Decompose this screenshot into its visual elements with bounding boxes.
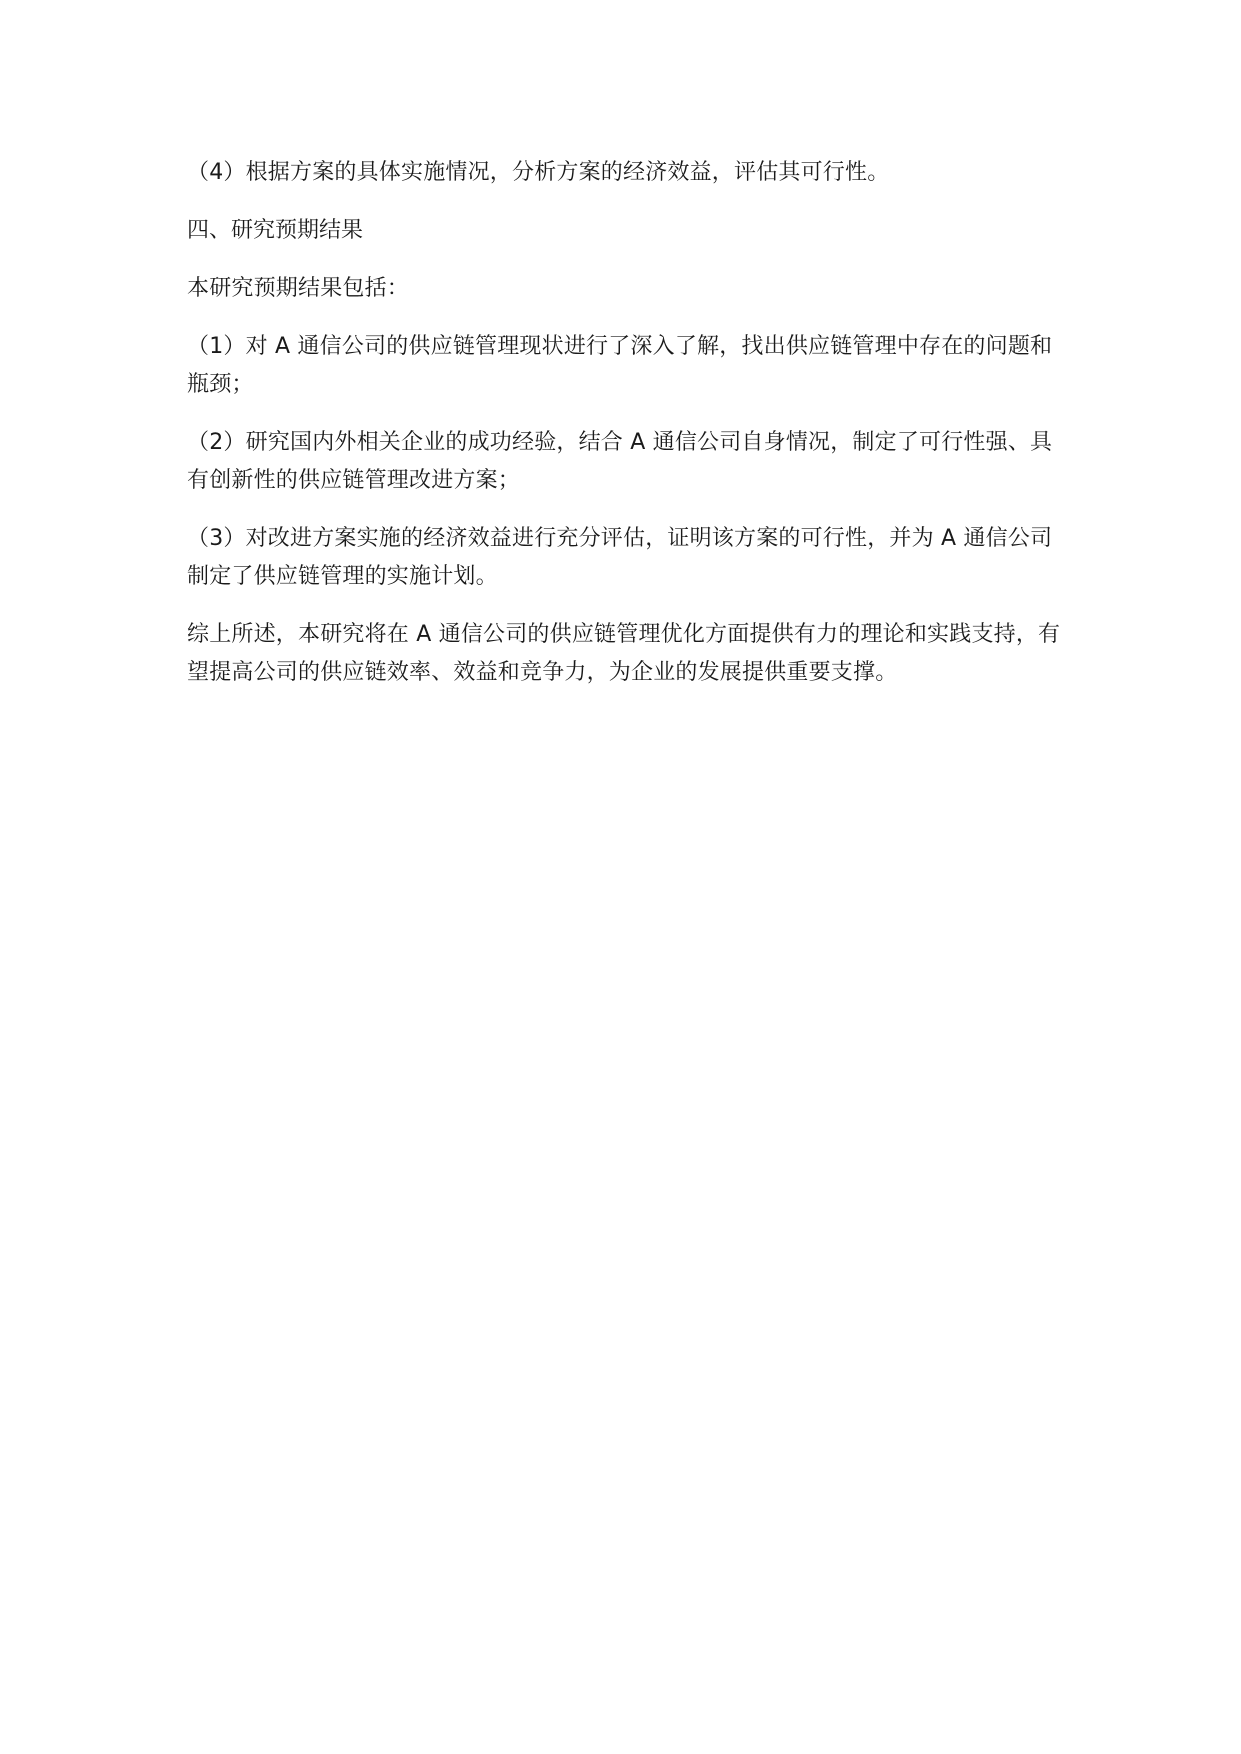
section-heading-expected-results: 四、研究预期结果	[187, 218, 364, 243]
document-body	[187, 154, 1067, 712]
results-intro: 本研究预期结果包括：	[187, 276, 410, 301]
result-item-3: （3）对改进方案实施的经济效益进行充分评估，证明该方案的可行性，并为 A 通信公司制定了供应链管理的实施计划。	[187, 526, 1053, 589]
summary-paragraph: 综上所述，本研究将在 A 通信公司的供应链管理优化方面提供有力的理论和实践支持，有望提高公司的供应链效率、效益和竞争力，为企业的发展提供重要支撑。	[187, 622, 1061, 685]
result-item-1: （1）对 A 通信公司的供应链管理现状进行了深入了解，找出供应链管理中存在的问题和瓶颈；	[187, 334, 1053, 397]
result-item-2: （2）研究国内外相关企业的成功经验，结合 A 通信公司自身情况，制定了可行性强、具有创新性的供应链管理改进方案；	[187, 430, 1053, 493]
method-item-4: （4）根据方案的具体实施情况，分析方案的经济效益，评估其可行性。	[187, 160, 890, 185]
